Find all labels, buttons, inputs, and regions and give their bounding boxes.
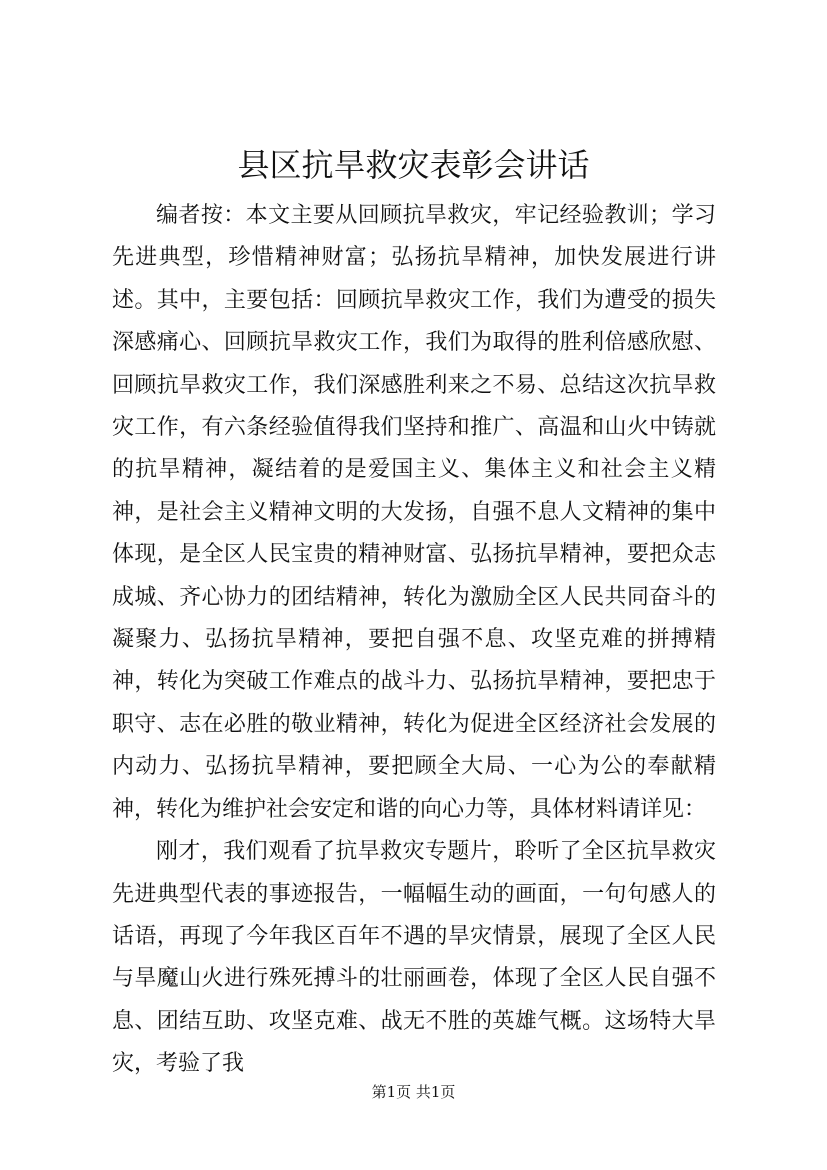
page-footer: 第1页 共1页 bbox=[371, 1083, 456, 1101]
body-paragraph: 刚才，我们观看了抗旱救灾专题片，聆听了全区抗旱救灾先进典型代表的事迹报告，一幅幅生动的画面，一句句感人的话语，再现了今年我区百年不遇的旱灾情景，展现了全区人民与旱魔山火进行殊死搏斗的壮丽画卷，体现了全区人民自强不息、团结互助、攻坚克难、战无不胜的英雄气概。这场特大旱灾，考验了我 bbox=[112, 839, 716, 1077]
document-body bbox=[112, 195, 716, 1086]
editor-note-paragraph: 编者按：本文主要从回顾抗旱救灾，牢记经验教训；学习先进典型，珍惜精神财富；弘扬抗旱精神，加快发展进行讲述。其中，主要包括：回顾抗旱救灾工作，我们为遭受的损失深感痛心、回顾抗旱救灾工作，我们为取得的胜利倍感欣慰、回顾抗旱救灾工作，我们深感胜利来之不易、总结这次抗旱救灾工作，有六条经验值得我们坚持和推广、高温和山火中铸就的抗旱精神，凝结着的是爱国主义、集体主义和社会主义精神，是社会主义精神文明的大发扬，自强不息人文精神的集中体现，是全区人民宝贵的精神财富、弘扬抗旱精神，要把众志成城、齐心协力的团结精神，转化为激励全区人民共同奋斗的凝聚力、弘扬抗旱精神，要把自强不息、攻坚克难的拼搏精神，转化为突破工作难点的战斗力、弘扬抗旱精神，要把忠于职守、志在必胜的敬业精神，转化为促进全区经济社会发展的内动力、弘扬抗旱精神，要把顾全大局、一心为公的奉献精神，转化为维护社会安定和谐的向心力等，具体材料请详见： bbox=[112, 203, 716, 822]
document-title: 县区抗旱救灾表彰会讲话 bbox=[237, 146, 590, 184]
